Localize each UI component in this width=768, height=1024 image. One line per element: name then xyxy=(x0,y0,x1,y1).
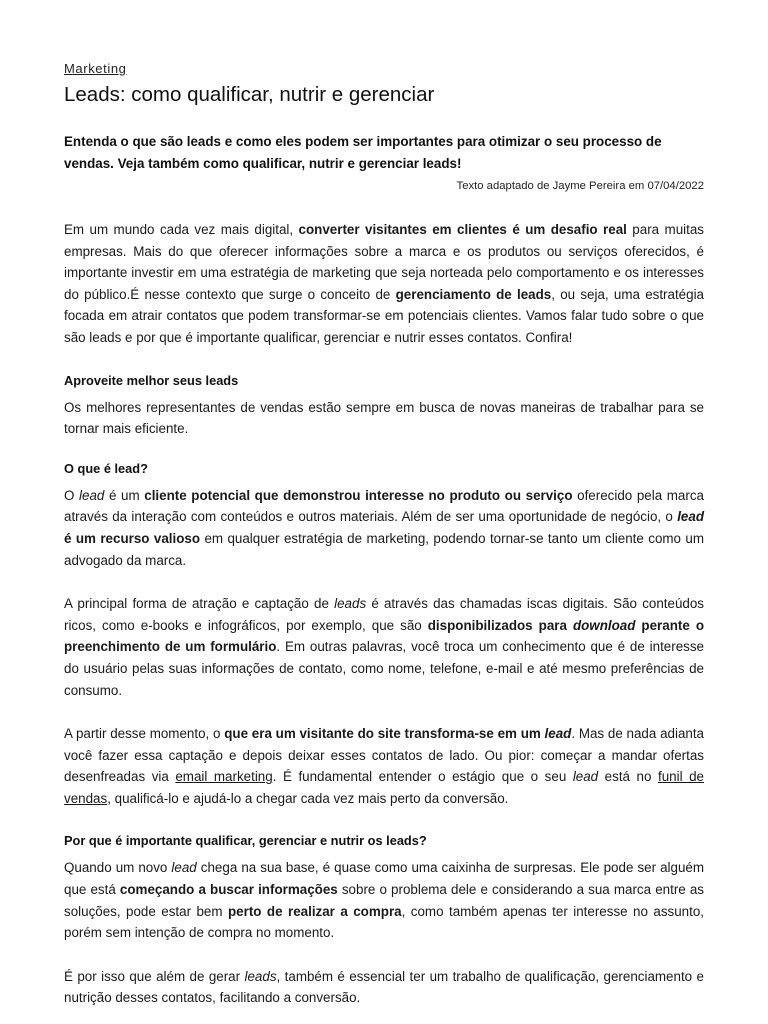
intro-summary: Entenda o que são leads e como eles podem ser importantes para otimizar o seu processo de vendas. Veja também como qualificar, nutrir e gerenciar leads! xyxy=(64,134,662,171)
page-title: Leads: como qualificar, nutrir e gerenciar xyxy=(64,83,435,106)
paragraph-aproveite: Os melhores representantes de vendas estão sempre em busca de novas maneiras de trabalhar para se tornar mais eficiente. xyxy=(64,399,704,437)
section-heading-o-que-e-lead: O que é lead? xyxy=(64,460,148,476)
section-heading-aproveite: Aproveite melhor seus leads xyxy=(64,372,239,388)
article xyxy=(64,60,704,1009)
category-label: Marketing xyxy=(64,61,127,76)
paragraph-intro: Em um mundo cada vez mais digital, converter visitantes em clientes é um desafio real para muitas empresas. Mais do que oferecer informações sobre a marca e os produtos ou serviços oferecidos, é importante investir em uma estratégia de marketing que seja norteada pelo comportamento e os interesses do público.É nesse contexto que surge o conceito de gerenciamento de leads, ou seja, uma estratégia focada em atrair contatos que podem transformar-se em potenciais clientes. Vamos falar tudo sobre o que são leads e por que é importante qualificar, gerenciar e nutrir esses contatos. Confira! xyxy=(64,222,704,345)
funil-de-vendas-link[interactable]: funil de vendas xyxy=(64,769,704,806)
paragraph-visitante: A partir desse momento, o que era um visitante do site transforma-se em um lead. Mas de nada adianta você fazer essa captação e depois deixar esses contatos de lado. Ou pior: começar a mandar ofertas desenfreadas via email marketing. É fundamental entender o estágio que o seu lead está no funil de vendas, qualificá-lo e ajudá-lo a chegar cada vez mais perto da conversão. xyxy=(64,726,705,806)
byline: Texto adaptado de Jayme Pereira em 07/04/2022 xyxy=(456,180,704,192)
paragraph-caixinha: Quando um novo lead chega na sua base, é quase como uma caixinha de surpresas. Ele pode ser alguém que está começando a buscar informações sobre o problema dele e considerando a sua marca entre as soluções, pode estar bem perto de realizar a compra, como também apenas ter interesse no assunto, porém sem intenção de compra no momento. xyxy=(64,860,705,941)
paragraph-iscas-digitais: A principal forma de atração e captação de leads é através das chamadas iscas digitais. São conteúdos ricos, como e-books e infográficos, por exemplo, que são disponibilizados para download perante o preenchimento de um formulário. Em outras palavras, você troca um conhecimento que é de interesse do usuário pelas suas informações de contato, como nome, telefone, e-mail e até mesmo preferências de consumo. xyxy=(64,596,704,698)
section-heading-por-que: Por que é importante qualificar, gerenciar e nutrir os leads? xyxy=(64,833,427,849)
paragraph-conclusao: É por isso que além de gerar leads, também é essencial ter um trabalho de qualificação, gerenciamento e nutrição desses contatos, facilitando a conversão. xyxy=(64,968,704,1006)
paragraph-lead-definition: O lead é um cliente potencial que demonstrou interesse no produto ou serviço oferecido pela marca através da interação com conteúdos e outros materiais. Além de ser uma oportunidade de negócio, o lead é um recurso valioso em qualquer estratégia de marketing, podendo tornar-se tanto um cliente como um advogado da marca. xyxy=(64,487,704,568)
email-marketing-link[interactable]: email marketing xyxy=(175,769,273,785)
